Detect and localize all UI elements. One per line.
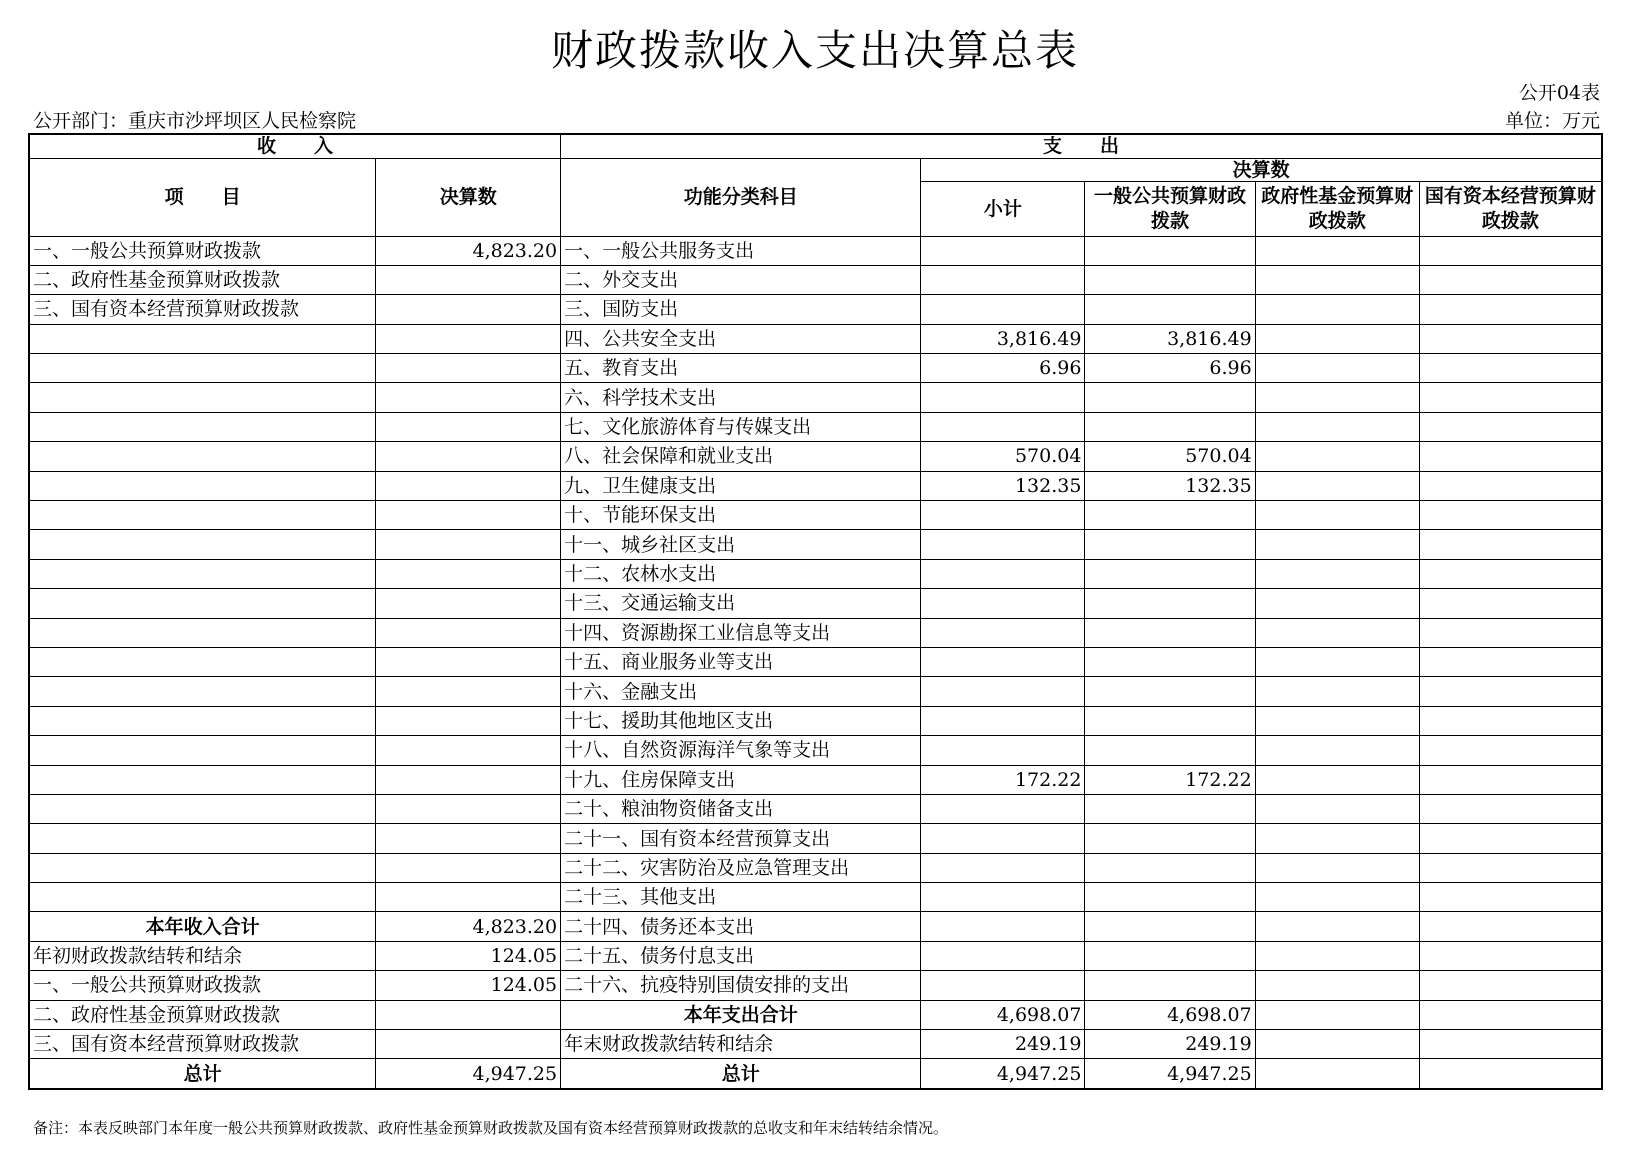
general-budget-cell: 4,698.07 [1085,1000,1255,1029]
state-capital-cell [1419,647,1602,676]
func-category-header: 功能分类科目 [561,158,921,236]
income-item-cell: 三、国有资本经营预算财政拨款 [29,295,376,324]
subtotal-cell [921,736,1085,765]
gov-fund-cell [1255,971,1419,1000]
subtotal-cell [921,501,1085,530]
expense-item-cell: 十三、交通运输支出 [561,589,921,618]
gov-fund-cell [1255,324,1419,353]
gov-fund-cell [1255,794,1419,823]
gov-fund-cell [1255,530,1419,559]
gov-fund-cell [1255,236,1419,265]
table-row [29,442,1602,471]
income-item-cell: 二、政府性基金预算财政拨款 [29,265,376,294]
income-item-cell [29,354,376,383]
expense-item-cell: 二十六、抗疫特别国债安排的支出 [561,971,921,1000]
table-row [29,589,1602,618]
subtotal-cell [921,383,1085,412]
income-amount-cell [376,383,561,412]
expense-item-cell: 十五、商业服务业等支出 [561,647,921,676]
general-budget-cell: 132.35 [1085,471,1255,500]
general-budget-cell [1085,501,1255,530]
income-item-cell [29,794,376,823]
income-amount-cell [376,265,561,294]
expense-item-cell: 十八、自然资源海洋气象等支出 [561,736,921,765]
table-row [29,912,1602,941]
state-capital-cell [1419,471,1602,500]
gov-fund-cell [1255,589,1419,618]
income-item-cell [29,471,376,500]
state-capital-cell [1419,706,1602,735]
income-item-cell [29,883,376,912]
expense-item-cell: 十、节能环保支出 [561,501,921,530]
expense-item-cell: 八、社会保障和就业支出 [561,442,921,471]
table-row [29,295,1602,324]
income-amount-cell [376,559,561,588]
income-item-cell: 年初财政拨款结转和结余 [29,941,376,970]
income-amount-cell: 4,823.20 [376,236,561,265]
table-row [29,765,1602,794]
gov-fund-cell [1255,559,1419,588]
table-row [29,883,1602,912]
income-amount-cell [376,501,561,530]
income-item-cell [29,589,376,618]
income-amount-cell [376,706,561,735]
expense-item-cell: 五、教育支出 [561,354,921,383]
gov-fund-cell [1255,383,1419,412]
general-budget-cell [1085,677,1255,706]
general-budget-cell: 172.22 [1085,765,1255,794]
table-row [29,853,1602,882]
gov-fund-cell [1255,295,1419,324]
income-amount-cell: 124.05 [376,941,561,970]
expense-header: 支 出 [561,134,1602,158]
table-row [29,383,1602,412]
income-item-cell [29,412,376,441]
subtotal-cell [921,853,1085,882]
gov-fund-cell [1255,412,1419,441]
income-item-cell: 一、一般公共预算财政拨款 [29,236,376,265]
general-budget-cell: 249.19 [1085,1030,1255,1059]
general-budget-cell: 6.96 [1085,354,1255,383]
income-amount-cell [376,530,561,559]
income-amount-cell [376,412,561,441]
subtotal-cell [921,706,1085,735]
subtotal-cell: 6.96 [921,354,1085,383]
income-amount-cell [376,324,561,353]
table-row [29,677,1602,706]
subtotal-cell: 249.19 [921,1030,1085,1059]
general-budget-cell [1085,383,1255,412]
table-row [29,647,1602,676]
income-item-cell [29,647,376,676]
general-budget-cell [1085,236,1255,265]
subtotal-cell [921,677,1085,706]
income-item-cell [29,677,376,706]
unit-label: 单位：万元 [1504,110,1600,132]
expense-item-cell: 七、文化旅游体育与传媒支出 [561,412,921,441]
amount-header: 决算数 [376,158,561,236]
gov-fund-cell [1255,1000,1419,1029]
state-capital-cell [1419,736,1602,765]
state-capital-cell [1419,589,1602,618]
table-row [29,354,1602,383]
general-budget-cell [1085,971,1255,1000]
state-capital-cell [1419,971,1602,1000]
general-budget-cell [1085,736,1255,765]
subtotal-cell: 570.04 [921,442,1085,471]
income-item-cell: 总计 [29,1059,376,1089]
gov-fund-cell [1255,647,1419,676]
state-capital-cell [1419,941,1602,970]
state-capital-cell [1419,765,1602,794]
gov-fund-cell [1255,501,1419,530]
gov-fund-cell [1255,471,1419,500]
income-item-cell [29,824,376,853]
subtotal-cell: 132.35 [921,471,1085,500]
state-capital-cell [1419,442,1602,471]
table-row [29,794,1602,823]
general-header: 一般公共预算财政拨款 [1085,181,1255,236]
gov-fund-cell [1255,853,1419,882]
state-capital-cell [1419,324,1602,353]
income-amount-cell [376,647,561,676]
state-capital-cell [1419,1059,1602,1089]
income-item-cell: 本年收入合计 [29,912,376,941]
income-item-cell [29,736,376,765]
general-budget-cell [1085,412,1255,441]
state-capital-cell [1419,354,1602,383]
state-capital-cell [1419,501,1602,530]
general-budget-cell [1085,265,1255,294]
state-capital-cell [1419,236,1602,265]
state-capital-header: 国有资本经营预算财政拨款 [1419,181,1602,236]
gov-fund-cell [1255,1030,1419,1059]
table-row [29,736,1602,765]
expense-item-cell: 十六、金融支出 [561,677,921,706]
expense-item-cell: 年末财政拨款结转和结余 [561,1030,921,1059]
table-row [29,1000,1602,1029]
income-item-cell [29,618,376,647]
general-budget-cell [1085,589,1255,618]
income-item-cell [29,706,376,735]
subtotal-cell [921,265,1085,294]
subtotal-cell [921,236,1085,265]
table-row [29,941,1602,970]
subtotal-cell [921,883,1085,912]
state-capital-cell [1419,383,1602,412]
table-row [29,265,1602,294]
state-capital-cell [1419,794,1602,823]
subtotal-cell [921,559,1085,588]
gov-fund-header: 政府性基金预算财政拨款 [1255,181,1419,236]
item-header: 项 目 [29,158,376,236]
income-item-cell: 三、国有资本经营预算财政拨款 [29,1030,376,1059]
gov-fund-cell [1255,354,1419,383]
expense-item-cell: 二、外交支出 [561,265,921,294]
subtotal-cell [921,971,1085,1000]
table-row [29,559,1602,588]
form-number: 公开04表 [1518,82,1600,104]
subtotal-cell: 172.22 [921,765,1085,794]
income-item-cell [29,442,376,471]
gov-fund-cell [1255,765,1419,794]
table-row [29,971,1602,1000]
subtotal-cell [921,618,1085,647]
income-amount-cell [376,794,561,823]
income-amount-cell: 4,823.20 [376,912,561,941]
table-row [29,471,1602,500]
subtotal-cell: 3,816.49 [921,324,1085,353]
income-amount-cell [376,824,561,853]
general-budget-cell [1085,295,1255,324]
general-budget-cell [1085,912,1255,941]
expense-item-cell: 十七、援助其他地区支出 [561,706,921,735]
subtotal-cell [921,794,1085,823]
gov-fund-cell [1255,736,1419,765]
income-item-cell [29,383,376,412]
general-budget-cell [1085,618,1255,647]
table-row [29,501,1602,530]
gov-fund-cell [1255,912,1419,941]
table-row [29,706,1602,735]
general-budget-cell [1085,794,1255,823]
gov-fund-cell [1255,677,1419,706]
subtotal-cell [921,647,1085,676]
general-budget-cell: 4,947.25 [1085,1059,1255,1089]
state-capital-cell [1419,1030,1602,1059]
expense-item-cell: 六、科学技术支出 [561,383,921,412]
fiscal-appropriation-table [28,133,1603,1090]
subtotal-cell [921,824,1085,853]
state-capital-cell [1419,883,1602,912]
footnote: 备注：本表反映部门本年度一般公共预算财政拨款、政府性基金预算财政拨款及国有资本经营预算财政拨款的总收支和年末结转结余情况。 [33,1119,949,1137]
expense-item-cell: 二十、粮油物资储备支出 [561,794,921,823]
table-row [29,412,1602,441]
expense-item-cell: 三、国防支出 [561,295,921,324]
expense-item-cell: 二十二、灾害防治及应急管理支出 [561,853,921,882]
income-item-cell [29,324,376,353]
expense-item-cell: 十九、住房保障支出 [561,765,921,794]
subtotal-header: 小计 [921,181,1085,236]
income-header: 收 入 [29,134,561,158]
income-amount-cell [376,354,561,383]
gov-fund-cell [1255,265,1419,294]
general-budget-cell [1085,559,1255,588]
expense-item-cell: 一、一般公共服务支出 [561,236,921,265]
state-capital-cell [1419,530,1602,559]
general-budget-cell [1085,706,1255,735]
income-item-cell [29,559,376,588]
income-amount-cell [376,853,561,882]
subtotal-cell [921,530,1085,559]
state-capital-cell [1419,295,1602,324]
expense-item-cell: 二十三、其他支出 [561,883,921,912]
table-row [29,824,1602,853]
state-capital-cell [1419,412,1602,441]
expense-item-cell: 十一、城乡社区支出 [561,530,921,559]
gov-fund-cell [1255,941,1419,970]
gov-fund-cell [1255,1059,1419,1089]
subtotal-cell: 4,698.07 [921,1000,1085,1029]
expense-item-cell: 二十五、债务付息支出 [561,941,921,970]
subtotal-cell: 4,947.25 [921,1059,1085,1089]
gov-fund-cell [1255,706,1419,735]
subtotal-cell [921,941,1085,970]
income-amount-cell: 4,947.25 [376,1059,561,1089]
state-capital-cell [1419,618,1602,647]
state-capital-cell [1419,853,1602,882]
income-amount-cell [376,442,561,471]
income-item-cell [29,530,376,559]
income-amount-cell [376,618,561,647]
table-row [29,1030,1602,1059]
expense-item-cell: 本年支出合计 [561,1000,921,1029]
table-row [29,618,1602,647]
general-budget-cell: 570.04 [1085,442,1255,471]
general-budget-cell [1085,853,1255,882]
general-budget-cell [1085,647,1255,676]
income-amount-cell [376,883,561,912]
income-amount-cell [376,589,561,618]
table-row [29,530,1602,559]
subtotal-cell [921,412,1085,441]
state-capital-cell [1419,1000,1602,1029]
income-item-cell [29,765,376,794]
income-item-cell [29,853,376,882]
state-capital-cell [1419,559,1602,588]
income-item-cell: 一、一般公共预算财政拨款 [29,971,376,1000]
income-amount-cell [376,1030,561,1059]
general-budget-cell [1085,824,1255,853]
gov-fund-cell [1255,442,1419,471]
table-row [29,1059,1602,1089]
table-row [29,324,1602,353]
general-budget-cell [1085,941,1255,970]
income-item-cell [29,501,376,530]
gov-fund-cell [1255,883,1419,912]
income-amount-cell [376,765,561,794]
expense-item-cell: 十四、资源勘探工业信息等支出 [561,618,921,647]
state-capital-cell [1419,824,1602,853]
income-item-cell: 二、政府性基金预算财政拨款 [29,1000,376,1029]
income-amount-cell [376,677,561,706]
subtotal-cell [921,589,1085,618]
final-amount-header: 决算数 [921,158,1602,181]
department-label: 公开部门：重庆市沙坪坝区人民检察院 [33,110,357,132]
gov-fund-cell [1255,618,1419,647]
expense-item-cell: 总计 [561,1059,921,1089]
gov-fund-cell [1255,824,1419,853]
expense-item-cell: 二十四、债务还本支出 [561,912,921,941]
subtotal-cell [921,295,1085,324]
expense-item-cell: 二十一、国有资本经营预算支出 [561,824,921,853]
income-amount-cell [376,736,561,765]
general-budget-cell [1085,530,1255,559]
general-budget-cell: 3,816.49 [1085,324,1255,353]
general-budget-cell [1085,883,1255,912]
table-row [29,236,1602,265]
income-amount-cell [376,471,561,500]
expense-item-cell: 十二、农林水支出 [561,559,921,588]
state-capital-cell [1419,912,1602,941]
state-capital-cell [1419,677,1602,706]
state-capital-cell [1419,265,1602,294]
expense-item-cell: 九、卫生健康支出 [561,471,921,500]
subtotal-cell [921,912,1085,941]
income-amount-cell: 124.05 [376,971,561,1000]
page-title: 财政拨款收入支出决算总表 [550,26,1079,75]
income-amount-cell [376,295,561,324]
expense-item-cell: 四、公共安全支出 [561,324,921,353]
income-amount-cell [376,1000,561,1029]
